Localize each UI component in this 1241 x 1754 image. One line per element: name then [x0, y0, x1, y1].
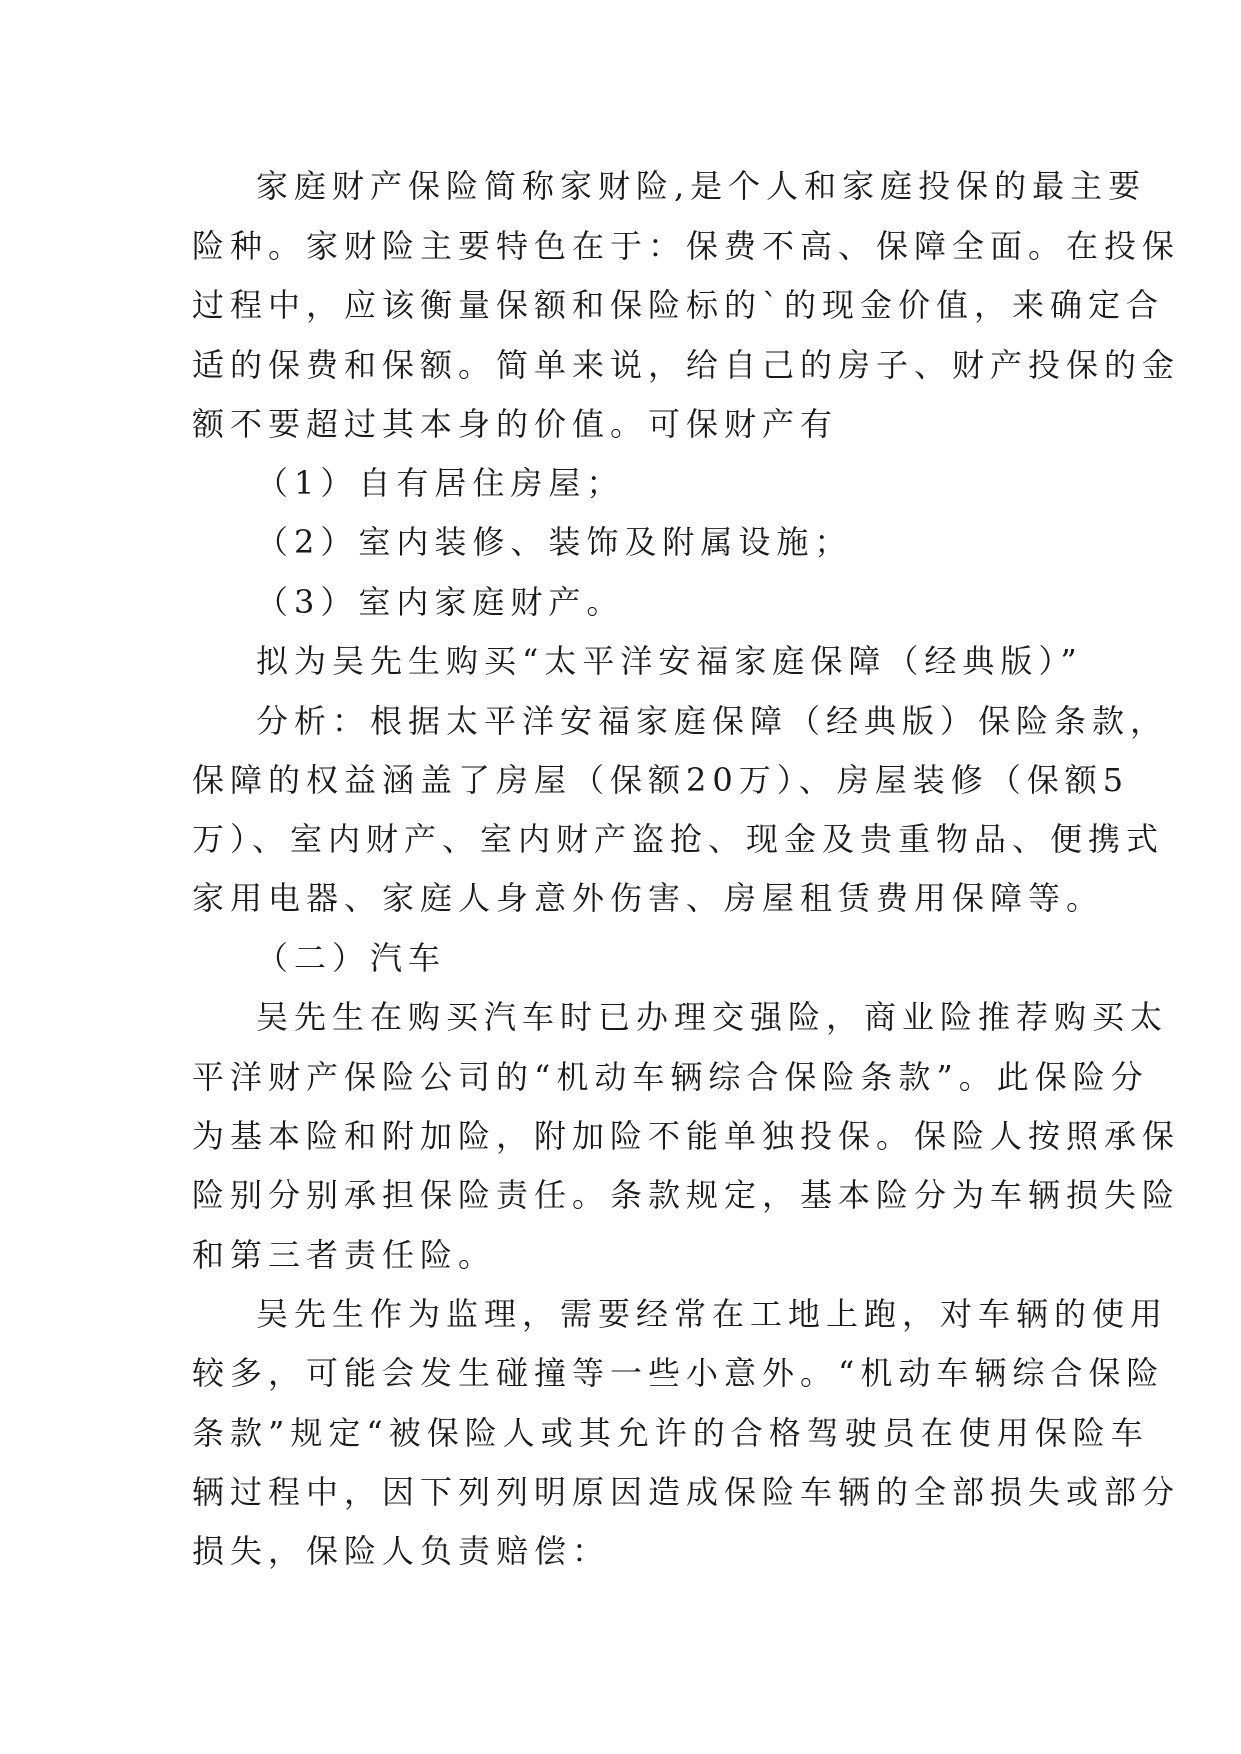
paragraph-line: 险别分别承担保险责任。条款规定，基本险分为车辆损失险	[192, 1176, 1181, 1214]
paragraph-line: 家用电器、家庭人身意外伤害、房屋租赁费用保障等。	[192, 879, 1105, 917]
paragraph-line: 为基本险和附加险，附加险不能单独投保。保险人按照承保	[192, 1117, 1181, 1155]
list-item: （1）自有居住房屋；	[256, 464, 625, 502]
paragraph-line: 家庭财产保险简称家财险,是个人和家庭投保的最主要	[256, 167, 1147, 205]
paragraph-line: 辆过程中，因下列列明原因造成保险车辆的全部损失或部分	[192, 1473, 1181, 1511]
list-item: （2）室内装修、装饰及附属设施；	[256, 523, 853, 561]
paragraph-line: 保障的权益涵盖了房屋（保额20万）、房屋装修（保额5	[192, 761, 1130, 799]
paragraph-line: 适的保费和保额。简单来说，给自己的房子、财产投保的金	[192, 346, 1181, 384]
paragraph-line: 额不要超过其本身的价值。可保财产有	[192, 405, 839, 443]
paragraph-line: 吴先生在购买汽车时已办理交强险，商业险推荐购买太	[256, 998, 1169, 1036]
paragraph-line: 万）、室内财产、室内财产盗抢、现金及贵重物品、便携式	[192, 820, 1165, 858]
paragraph-line: 过程中，应该衡量保额和保险标的`的现金价值，来确定合	[192, 286, 1165, 324]
paragraph-line: 较多，可能会发生碰撞等一些小意外。“机动车辆综合保险	[192, 1354, 1165, 1392]
paragraph-line: 险种。家财险主要特色在于：保费不高、保障全面。在投保	[192, 227, 1181, 265]
paragraph-line: 平洋财产保险公司的“机动车辆综合保险条款”。此保险分	[192, 1058, 1149, 1096]
paragraph-line: 吴先生作为监理，需要经常在工地上跑，对车辆的使用	[256, 1295, 1169, 1333]
paragraph-line: 拟为吴先生购买“太平洋安福家庭保障（经典版）”	[256, 642, 1083, 680]
list-item: （3）室内家庭财产。	[256, 583, 625, 621]
paragraph-line: 条款”规定“被保险人或其允许的合格驾驶员在使用保险车	[192, 1414, 1149, 1452]
section-heading: （二）汽车	[256, 939, 447, 977]
paragraph-line: 损失，保险人负责赔偿：	[192, 1532, 611, 1570]
paragraph-line: 分析：根据太平洋安福家庭保障（经典版）保险条款，	[256, 702, 1169, 740]
paragraph-line: 和第三者责任险。	[192, 1236, 497, 1274]
